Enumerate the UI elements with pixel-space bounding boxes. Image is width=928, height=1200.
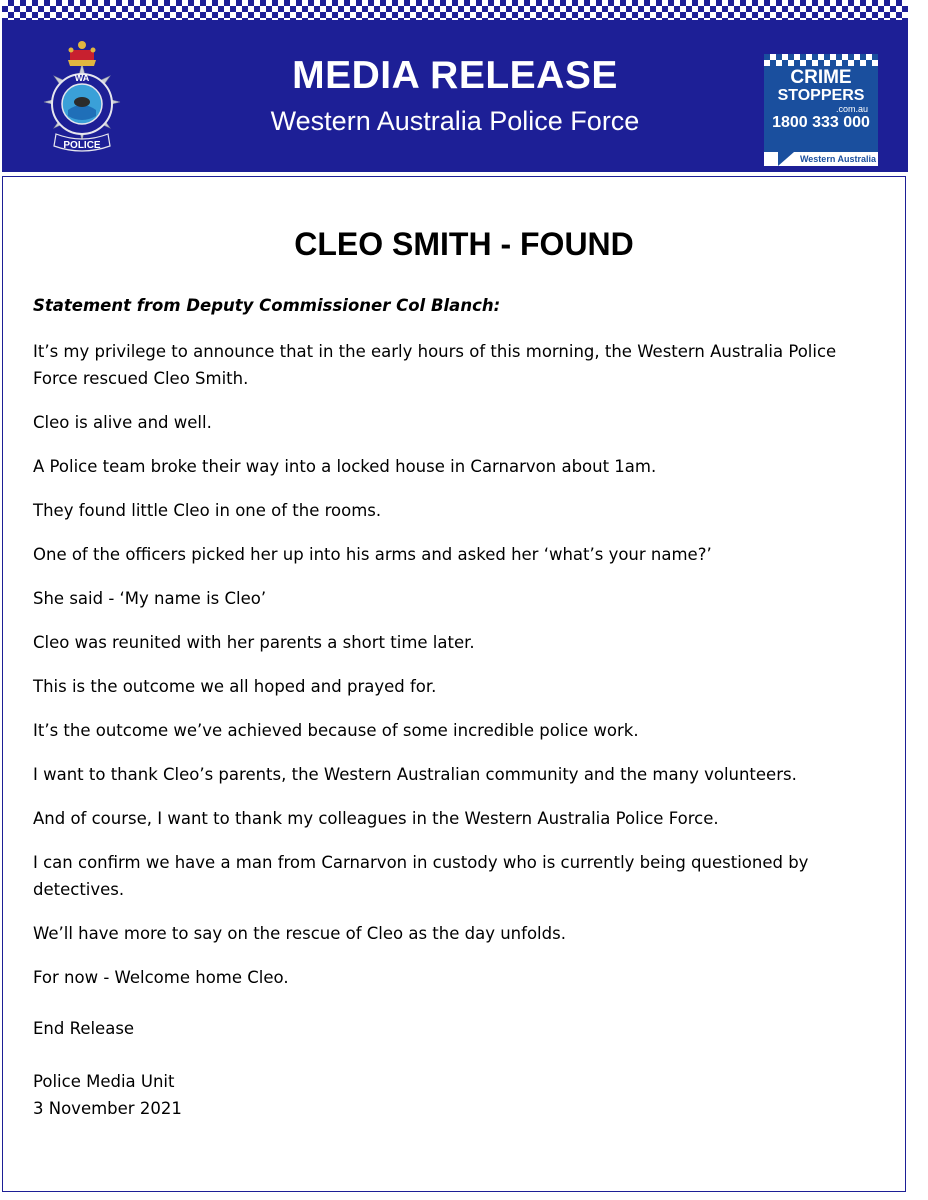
paragraph: She said - ‘My name is Cleo’	[33, 589, 267, 608]
crime-stoppers-region: Western Australia	[799, 154, 876, 164]
statement-lead: Statement from Deputy Commissioner Col Blanch:	[33, 296, 501, 315]
crime-stoppers-domain: .com.au	[835, 104, 868, 114]
paragraph: For now - Welcome home Cleo.	[33, 968, 289, 987]
paragraph: They found little Cleo in one of the rooms.	[33, 501, 382, 520]
crime-stoppers-line1: CRIME	[790, 67, 852, 88]
media-unit: Police Media Unit	[33, 1072, 175, 1091]
release-body	[33, 292, 863, 1122]
paragraph: It’s my privilege to announce that in the early hours of this morning, the Western Australia Police Force rescued Cleo Smith.	[33, 342, 837, 388]
header-title: MEDIA RELEASE	[292, 54, 618, 97]
svg-text:POLICE: POLICE	[63, 140, 101, 151]
crime-stoppers-logo	[764, 54, 878, 166]
paragraph: We’ll have more to say on the rescue of Cleo as the day unfolds.	[33, 924, 566, 943]
end-release: End Release	[33, 1019, 135, 1038]
page-title: CLEO SMITH - FOUND	[294, 226, 634, 262]
checkered-band	[2, 0, 908, 20]
release-date: 3 November 2021	[33, 1099, 182, 1118]
paragraph: I want to thank Cleo’s parents, the Western Australian community and the many volunteers.	[33, 765, 797, 784]
svg-text:WA: WA	[74, 73, 90, 83]
paragraph: Cleo was reunited with her parents a short time later.	[33, 633, 475, 652]
paragraph: One of the officers picked her up into his arms and asked her ‘what’s your name?’	[33, 545, 712, 564]
paragraph: And of course, I want to thank my colleagues in the Western Australia Police Force.	[33, 809, 719, 828]
paragraph: It’s the outcome we’ve achieved because of some incredible police work.	[33, 721, 639, 740]
paragraph: A Police team broke their way into a locked house in Carnarvon about 1am.	[33, 457, 657, 476]
crime-stoppers-line2: STOPPERS	[777, 87, 865, 104]
header-subtitle: Western Australia Police Force	[270, 106, 640, 136]
crime-stoppers-phone: 1800 333 000	[772, 114, 870, 131]
header-banner	[2, 20, 908, 172]
paragraph: I can confirm we have a man from Carnarvon in custody who is currently being questioned by detectives.	[33, 853, 809, 899]
paragraph: This is the outcome we all hoped and prayed for.	[33, 677, 437, 696]
paragraph: Cleo is alive and well.	[33, 413, 212, 432]
